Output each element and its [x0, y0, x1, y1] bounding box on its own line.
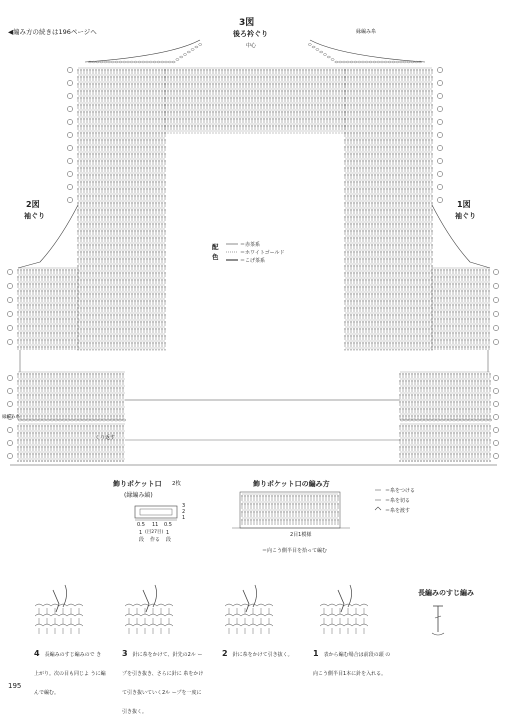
edge-yarn-label-top: 縁編み糸: [356, 29, 376, 35]
pocket-method-legend: ＝糸を切る: [385, 498, 410, 504]
pocket-method-title: 飾りポケット口の編み方: [253, 480, 330, 488]
pocket-dim: 0.5: [164, 522, 172, 528]
pocket-dim: 1: [139, 530, 142, 536]
step-caption: [313, 641, 395, 679]
step-caption: [34, 641, 106, 698]
fig2-title: 袖ぐり: [24, 212, 45, 220]
step-text: 針に糸をかけて引き抜く。: [233, 652, 293, 658]
fig3-number: 3図: [239, 18, 254, 29]
color-legend-item: ＝こげ茶系: [240, 258, 265, 264]
color-legend-title-2: 色: [212, 254, 219, 262]
step-text: 針に糸をかけて、針先の2ル ープを引き抜き、さらに針に 糸をかけて引き抜いていく2ル ープを一度に引き抜く。: [122, 652, 203, 715]
pocket-dim: 作る: [150, 537, 160, 543]
color-legend-item: ＝ホワイトゴールド: [240, 250, 285, 256]
center-label: 中心: [246, 43, 256, 49]
color-legend-item: ＝赤茶系: [240, 242, 260, 248]
pocket-method-note: ＝向こう側半目を拾って編む: [262, 548, 327, 554]
stitch-title: 長編みのすじ編み: [418, 589, 474, 597]
pocket-dim: 段: [166, 537, 171, 543]
step-caption: [122, 641, 204, 717]
step-number: 3: [122, 649, 128, 658]
continue-note: ◀編み方の続きは196ページへ: [8, 29, 97, 37]
step-text: 長編みのすじ編みので き上がり。次の目も同じよ うに編んで編む。: [34, 652, 106, 696]
pocket-row: 3: [182, 503, 185, 509]
pocket-method-repeat: 2目1模様: [290, 532, 311, 538]
pocket-method-legend: ＝糸を渡す: [385, 508, 410, 514]
step-number: 2: [222, 649, 228, 658]
pocket-subtitle: (縁編み縞): [124, 492, 153, 499]
pocket-dim: 0.5: [137, 522, 145, 528]
color-legend-title-1: 配: [212, 244, 219, 252]
fig3-title: 後ろ衿ぐり: [233, 30, 268, 38]
pocket-method-legend: ＝糸をつける: [385, 488, 415, 494]
pocket-row: 2: [182, 509, 185, 515]
pocket-count: 2枚: [172, 481, 181, 488]
pocket-dim: 段: [139, 537, 144, 543]
edge-yarn-label-left: 縁編み糸: [2, 415, 20, 420]
repeat-label: くり返す: [95, 435, 115, 441]
fig2-number: 2図: [26, 200, 40, 210]
pocket-dim: 1: [166, 530, 169, 536]
step-text: 表から編む場合は前段の頭 の向こう側半目1本に針を入れる。: [313, 652, 390, 677]
pocket-dim: 11: [152, 522, 158, 528]
step-number: 1: [313, 649, 319, 658]
page-number: 195: [8, 682, 21, 690]
pocket-dim: (目27目): [145, 530, 163, 535]
pocket-row: 1: [182, 515, 185, 521]
fig1-title: 袖ぐり: [455, 212, 476, 220]
pocket-title: 飾りポケット口: [113, 480, 162, 488]
step-number: 4: [34, 649, 40, 658]
step-caption: [222, 641, 302, 660]
fig1-number: 1図: [457, 200, 471, 210]
